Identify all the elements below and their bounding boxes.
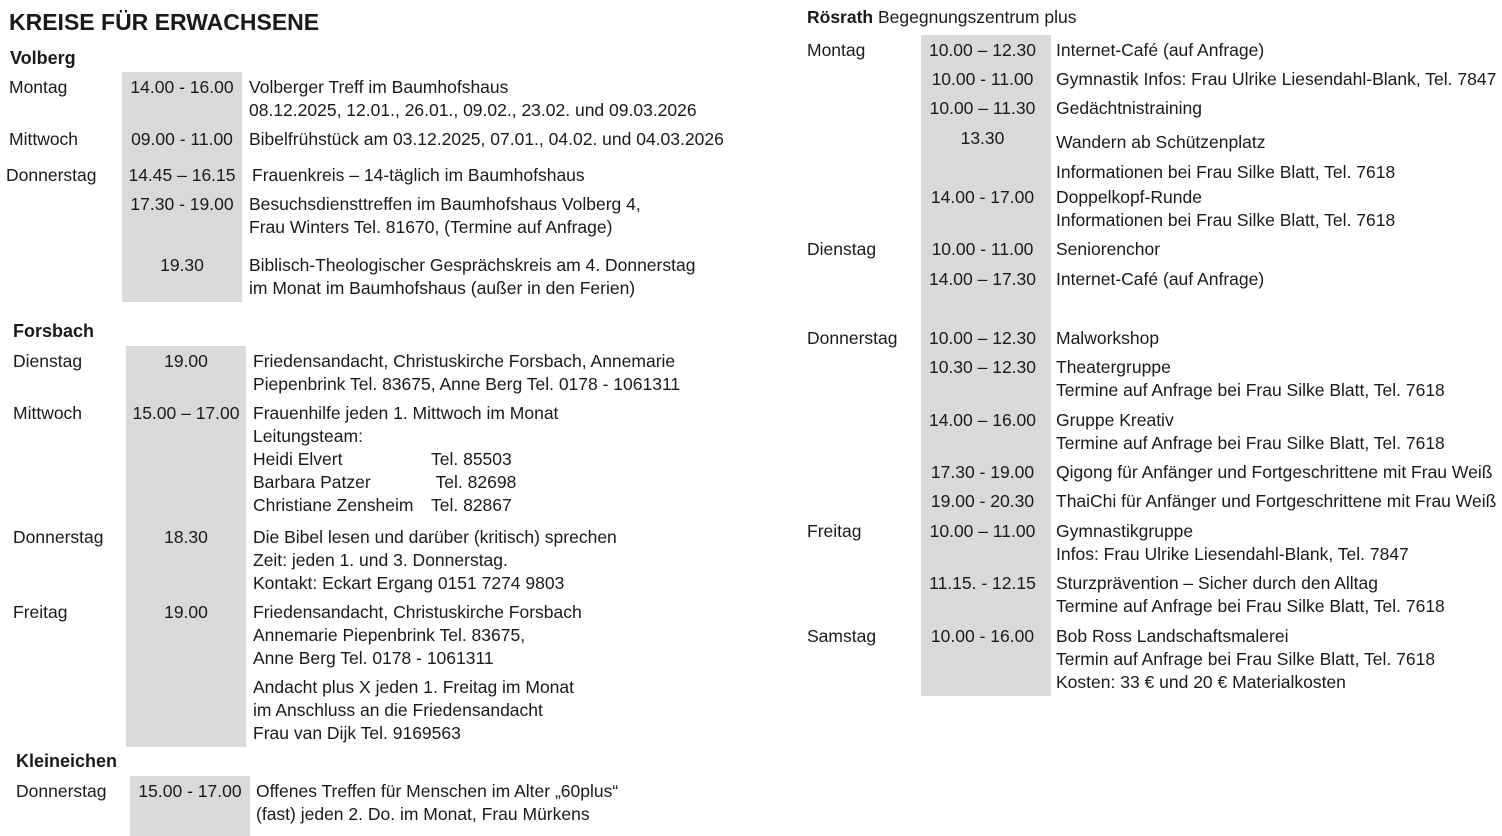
time-cell: 10.00 - 11.00	[931, 239, 1034, 259]
time-cell: 14.00 - 17.00	[930, 187, 1035, 207]
day-label: Freitag	[13, 602, 68, 622]
event-description	[1056, 39, 1264, 62]
event-line: Internet-Café (auf Anfrage)	[1056, 269, 1265, 289]
event-description	[1056, 327, 1159, 350]
time-cell: 11.15. - 12.15	[929, 573, 1036, 593]
event-description	[256, 780, 618, 826]
event-line: (fast) jeden 2. Do. im Monat, Frau Mürkens	[256, 804, 590, 824]
event-line: Frauenkreis – 14-täglich im Baumhofshaus	[252, 165, 585, 185]
time-cell: 19.30	[160, 255, 204, 275]
page-title: KREISE FÜR ERWACHSENE	[9, 9, 320, 35]
event-line: Zeit: jeden 1. und 3. Donnerstag.	[253, 550, 508, 570]
event-description	[253, 601, 582, 670]
event-description	[253, 676, 574, 745]
event-line: Doppelkopf-Runde	[1056, 187, 1202, 207]
event-line: Volberger Treff im Baumhofshaus	[249, 77, 509, 97]
event-line: Sturzprävention – Sicher durch den Alltag	[1056, 573, 1378, 593]
event-line: Frau Winters Tel. 81670, (Termine auf Anfrage)	[249, 217, 613, 237]
contact-name: Christiane Zensheim	[253, 495, 414, 515]
event-description	[1056, 127, 1395, 187]
time-cell: 10.00 - 11.00	[931, 69, 1034, 89]
time-cell: 09.00 - 11.00	[131, 129, 233, 149]
event-line: Friedensandacht, Christuskirche Forsbach, Annemarie	[253, 351, 676, 371]
event-line: ThaiChi für Anfänger und Fortgeschrittene mit Frau Weiß	[1056, 491, 1497, 511]
event-line: Frauenhilfe jeden 1. Mittwoch im Monat	[253, 403, 559, 423]
day-label: Freitag	[807, 521, 862, 541]
time-cell: 19.00	[164, 602, 208, 622]
event-line: Wandern ab Schützenplatz	[1056, 132, 1266, 152]
event-line: Theatergruppe	[1056, 357, 1171, 377]
section-heading-volberg: Volberg	[10, 48, 76, 68]
event-description	[1056, 97, 1202, 120]
event-description	[253, 526, 617, 595]
event-description	[249, 76, 697, 122]
roesrath-name: Rösrath	[807, 7, 874, 27]
time-cell: 14.00 - 16.00	[130, 77, 234, 97]
event-line: Die Bibel lesen und darüber (kritisch) sprechen	[253, 527, 617, 547]
event-line: Piepenbrink Tel. 83675, Anne Berg Tel. 0178 - 1061311	[253, 374, 681, 394]
event-line: Termine auf Anfrage bei Frau Silke Blatt, Tel. 7618	[1056, 433, 1445, 453]
event-line: Bob Ross Landschaftsmalerei	[1056, 626, 1289, 646]
event-line: Gymnastikgruppe	[1056, 521, 1194, 541]
section-heading-forsbach: Forsbach	[13, 321, 95, 341]
event-line: Termine auf Anfrage bei Frau Silke Blatt, Tel. 7618	[1056, 380, 1445, 400]
event-line: Seniorenchor	[1056, 239, 1161, 259]
event-line: Friedensandacht, Christuskirche Forsbach	[253, 602, 582, 622]
event-line: Gruppe Kreativ	[1056, 410, 1174, 430]
day-label: Samstag	[807, 626, 877, 646]
event-line: Termine auf Anfrage bei Frau Silke Blatt, Tel. 7618	[1056, 596, 1445, 616]
time-cell: 14.00 – 17.30	[928, 269, 1037, 289]
contact-name: Heidi Elvert	[253, 449, 343, 469]
event-description	[1056, 409, 1445, 455]
time-cell: 10.00 – 12.30	[928, 328, 1037, 348]
event-line: Frau van Dijk Tel. 9169563	[253, 723, 461, 743]
day-label: Montag	[807, 40, 866, 60]
event-description	[1056, 356, 1445, 402]
event-line: Informationen bei Frau Silke Blatt, Tel. 7618	[1056, 162, 1396, 182]
event-line: im Anschluss an die Friedensandacht	[253, 700, 543, 720]
event-line: Biblisch-Theologischer Gesprächskreis am 4. Donnerstag	[249, 255, 696, 275]
event-description	[1056, 186, 1395, 232]
day-label: Dienstag	[807, 239, 877, 259]
event-line: Internet-Café (auf Anfrage)	[1056, 40, 1265, 60]
event-description	[1056, 490, 1496, 513]
day-label: Mittwoch	[9, 129, 79, 149]
event-line: Qigong für Anfänger und Fortgeschrittene mit Frau Weiß	[1056, 462, 1493, 482]
event-line: Infos: Frau Ulrike Liesendahl-Blank, Tel. 7847	[1056, 544, 1409, 564]
event-line: Termin auf Anfrage bei Frau Silke Blatt, Tel. 7618	[1056, 649, 1436, 669]
event-description	[253, 350, 680, 396]
time-cell: 10.00 – 11.00	[929, 521, 1036, 541]
event-description	[1056, 461, 1492, 484]
contact-line	[253, 471, 558, 494]
roesrath-subtitle: Begegnungszentrum plus	[873, 7, 1077, 27]
event-line: Informationen bei Frau Silke Blatt, Tel. 7618	[1056, 210, 1396, 230]
time-cell: 14.45 – 16.15	[128, 165, 236, 185]
event-description	[1056, 572, 1445, 618]
day-label: Dienstag	[13, 351, 83, 371]
time-cell: 15.00 – 17.00	[132, 403, 240, 423]
event-line: Offenes Treffen für Menschen im Alter „60plus“	[256, 781, 619, 801]
event-line: Leitungsteam:	[253, 426, 363, 446]
event-line: 08.12.2025, 12.01., 26.01., 09.02., 23.02. und 09.03.2026	[249, 100, 697, 120]
event-description	[1056, 520, 1409, 566]
day-label: Donnerstag	[6, 165, 97, 185]
event-line: Gedächtnistraining	[1056, 98, 1202, 118]
day-label: Donnerstag	[16, 781, 107, 801]
event-description	[1056, 68, 1496, 91]
event-line: Annemarie Piepenbrink Tel. 83675,	[253, 625, 526, 645]
event-description	[253, 402, 558, 517]
event-line: Bibelfrühstück am 03.12.2025, 07.01., 04.02. und 04.03.2026	[249, 129, 724, 149]
event-line: Andacht plus X jeden 1. Freitag im Monat	[253, 677, 575, 697]
section-heading-roesrath	[807, 6, 1076, 29]
event-line: im Monat im Baumhofshaus (außer in den Ferien)	[249, 278, 636, 298]
event-line: Kosten: 33 € und 20 € Materialkosten	[1056, 672, 1346, 692]
time-cell: 10.30 – 12.30	[928, 357, 1037, 377]
time-cell: 17.30 - 19.00	[130, 194, 234, 214]
event-line: Gymnastik Infos: Frau Ulrike Liesendahl-Blank, Tel. 7847	[1056, 69, 1497, 89]
event-line: Besuchsdiensttreffen im Baumhofshaus Volberg 4,	[249, 194, 641, 214]
time-cell: 17.30 - 19.00	[930, 462, 1035, 482]
event-description	[1056, 268, 1264, 291]
contact-line	[253, 494, 558, 517]
event-line: Malworkshop	[1056, 328, 1160, 348]
day-label: Mittwoch	[13, 403, 83, 423]
time-cell: 10.00 – 11.30	[929, 98, 1036, 118]
event-description	[1056, 238, 1160, 261]
time-cell: 13.30	[960, 128, 1005, 148]
event-description	[249, 193, 641, 239]
contact-tel: Tel. 85503	[431, 449, 512, 469]
day-label: Donnerstag	[807, 328, 898, 348]
event-description	[249, 128, 724, 151]
time-cell: 19.00	[164, 351, 208, 371]
event-description	[1056, 625, 1435, 694]
event-description	[252, 164, 585, 187]
time-cell: 14.00 – 16.00	[928, 410, 1037, 430]
event-line: Kontakt: Eckart Ergang 0151 7274 9803	[253, 573, 565, 593]
contact-tel: Tel. 82867	[431, 495, 512, 515]
day-label: Montag	[9, 77, 68, 97]
event-description	[249, 254, 695, 300]
section-heading-kleineichen: Kleineichen	[16, 751, 118, 771]
event-line: Anne Berg Tel. 0178 - 1061311	[253, 648, 494, 668]
contact-line	[253, 448, 558, 471]
time-cell: 15.00 - 17.00	[138, 781, 242, 801]
time-cell: 10.00 – 12.30	[928, 40, 1037, 60]
contact-tel: Tel. 82698	[431, 472, 517, 492]
time-cell: 18.30	[164, 527, 208, 547]
time-cell: 10.00 - 16.00	[930, 626, 1035, 646]
contact-name: Barbara Patzer	[253, 472, 371, 492]
day-label: Donnerstag	[13, 527, 104, 547]
time-cell: 19.00 - 20.30	[930, 491, 1035, 511]
